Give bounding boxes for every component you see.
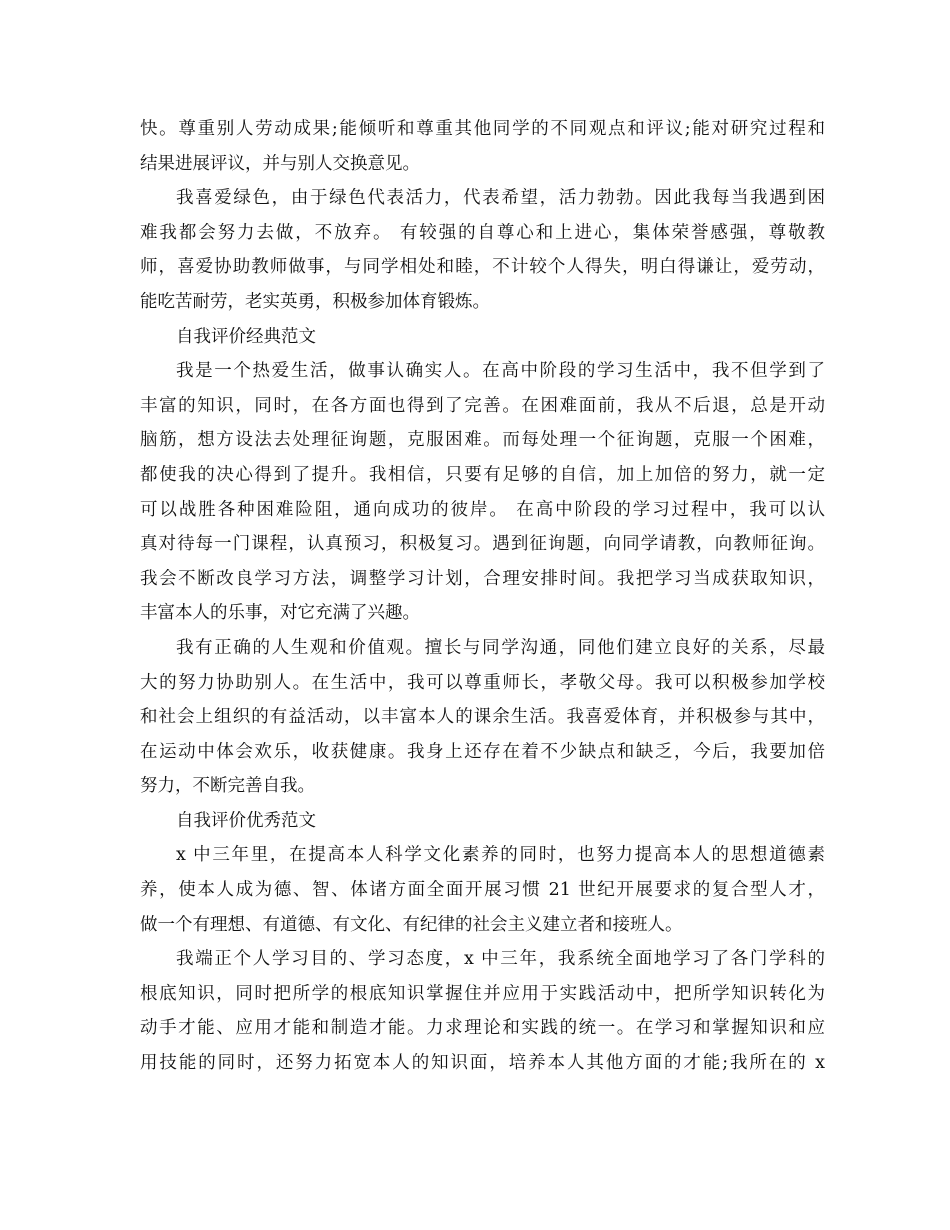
text-line: 我是一个热爱生活，做事认确实人。在高中阶段的学习生活中，我不但学到了 [176,361,825,382]
text-line: 难我都会努力去做，不放弃。 有较强的自尊心和上进心，集体荣誉感强，尊敬教 [140,222,825,243]
section-heading: 自我评价经典范文 [176,326,316,347]
text-line: 和社会上组织的有益活动，以丰富本人的课余生活。我喜爱体育，并积极参与其中， [140,707,825,728]
text-line: 可以战胜各种困难险阻，通向成功的彼岸。 在高中阶段的学习过程中，我可以认 [140,499,825,520]
text-line: 我有正确的人生观和价值观。擅长与同学沟通，同他们建立良好的关系，尽最 [176,637,825,658]
text-line: 我会不断改良学习方法，调整学习计划，合理安排时间。我把学习当成获取知识， [140,568,825,589]
text-line: 能吃苦耐劳，老实英勇，积极参加体育锻炼。 [140,291,490,312]
text-line: 在运动中体会欢乐，收获健康。我身上还存在着不少缺点和缺乏，今后，我要加倍 [140,741,825,762]
text-line: 丰富的知识，同时，在各方面也得到了完善。在困难面前，我从不后退，总是开动 [140,395,825,416]
text-line: 师，喜爱协助教师做事，与同学相处和睦，不计较个人得失，明白得谦让，爱劳动， [140,257,825,278]
section-heading: 自我评价优秀范文 [176,810,316,831]
text-line: 努力，不断完善自我。 [140,776,315,797]
text-line: 动手才能、应用才能和制造才能。力求理论和实践的统一。在学习和掌握知识和应 [140,1018,825,1039]
text-line: 结果进展评议，并与别人交换意见。 [140,153,420,174]
text-line: 用技能的同时，还努力拓宽本人的知识面，培养本人其他方面的才能;我所在的 x [140,1053,825,1074]
text-line: 根底知识，同时把所学的根底知识掌握住并应用于实践活动中，把所学知识转化为 [140,983,825,1004]
text-line: 我端正个人学习目的、学习态度，x 中三年，我系统全面地学习了各门学科的 [176,949,825,970]
text-line: 丰富本人的乐事，对它充满了兴趣。 [140,603,420,624]
text-line: 脑筋，想方设法去处理征询题，克服困难。而每处理一个征询题，克服一个困难， [140,430,825,451]
text-line: 大的努力协助别人。在生活中，我可以尊重师长，孝敬父母。我可以积极参加学校 [140,672,825,693]
document-body [140,112,825,1081]
text-line: 我喜爱绿色，由于绿色代表活力，代表希望，活力勃勃。因此我每当我遇到困 [176,188,825,209]
text-line: 快。尊重别人劳动成果;能倾听和尊重其他同学的不同观点和评议;能对研究过程和 [140,119,825,139]
text-line: 真对待每一门课程，认真预习，积极复习。遇到征询题，向同学请教，向教师征询。 [140,534,825,555]
text-line: 做一个有理想、有道德、有文化、有纪律的社会主义建立者和接班人。 [140,914,683,935]
text-line: 养，使本人成为德、智、体诸方面全面开展习惯 21 世纪开展要求的复合型人才， [140,880,825,901]
text-line: 都使我的决心得到了提升。我相信，只要有足够的自信，加上加倍的努力，就一定 [140,464,825,485]
text-line: x 中三年里，在提高本人科学文化素养的同时，也努力提高本人的思想道德素 [176,845,825,866]
